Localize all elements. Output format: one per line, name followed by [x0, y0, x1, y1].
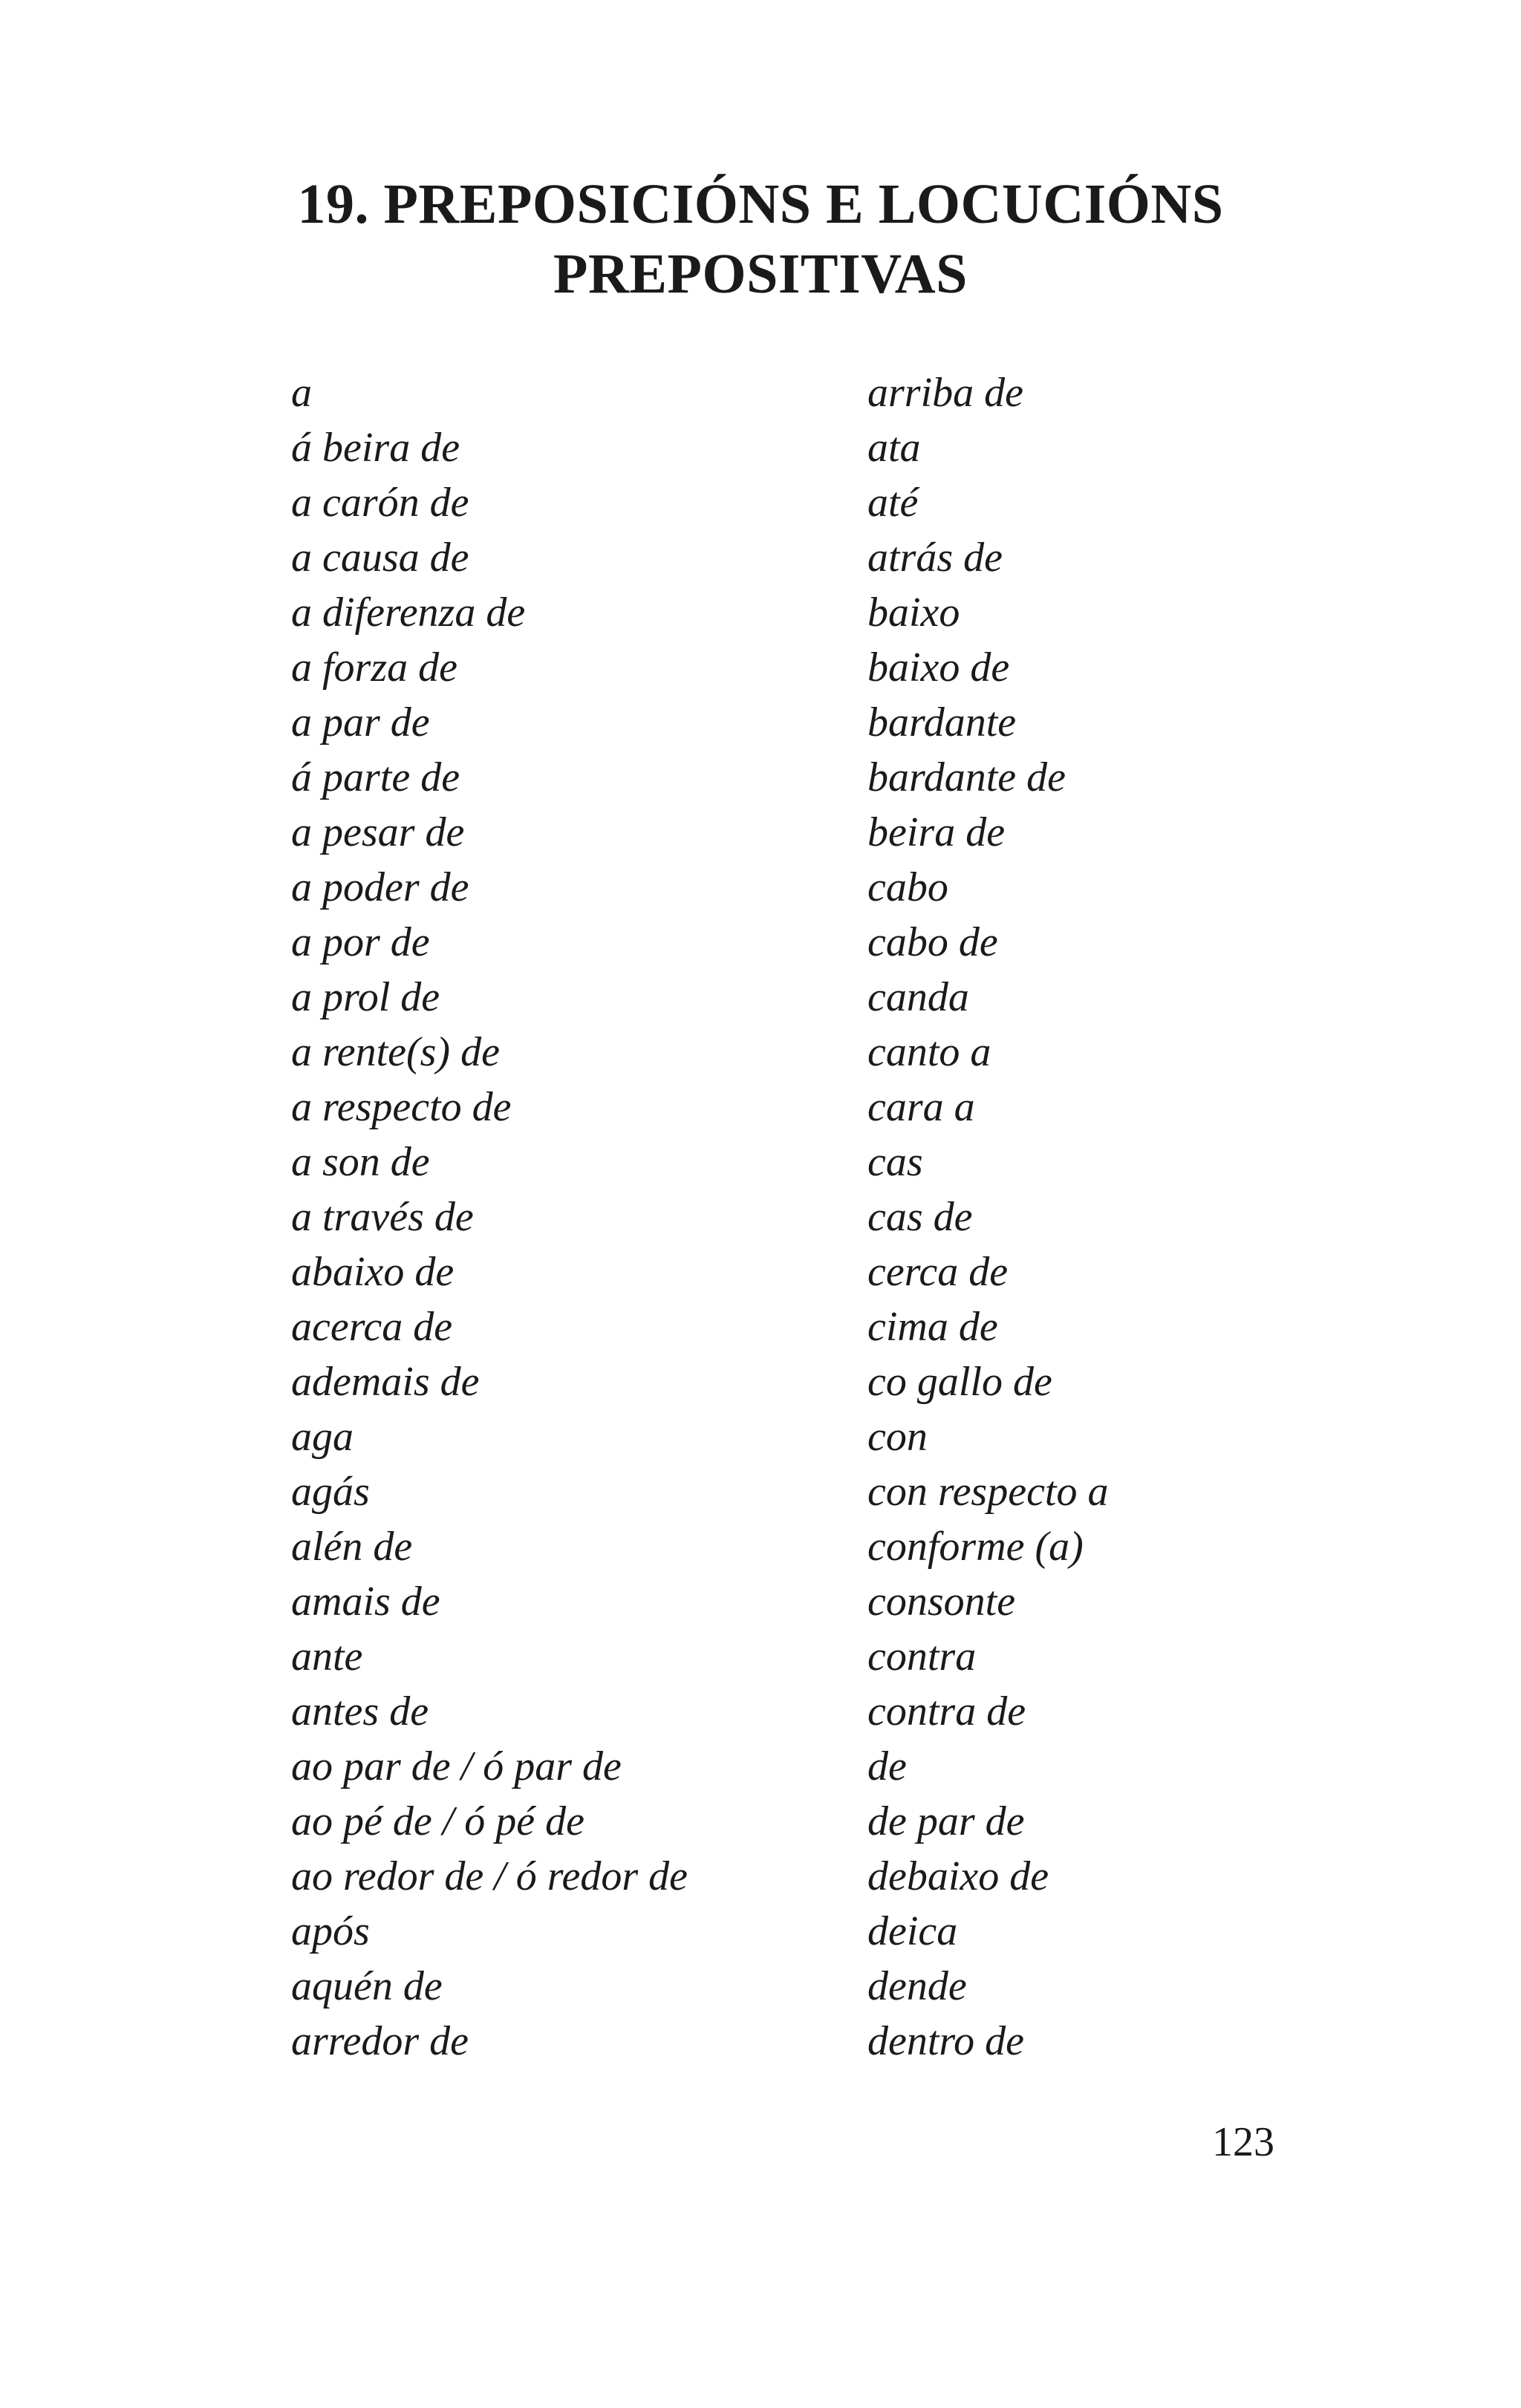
- list-item: aquén de: [291, 1963, 443, 2009]
- list-item: a pesar de: [291, 809, 465, 855]
- list-item: a diferenza de: [291, 590, 526, 636]
- list-item: amais de: [291, 1579, 440, 1625]
- list-item: abaixo de: [291, 1249, 455, 1295]
- list-item: arriba de: [867, 370, 1023, 416]
- list-item: ao redor de / ó redor de: [291, 1853, 688, 1899]
- list-item: co gallo de: [867, 1359, 1052, 1405]
- list-item: á beira de: [291, 425, 460, 471]
- list-item: a rente(s) de: [291, 1029, 500, 1075]
- list-item: aga: [291, 1414, 354, 1460]
- list-item: a son de: [291, 1139, 430, 1185]
- list-item: a causa de: [291, 535, 469, 581]
- list-item: a: [291, 370, 312, 416]
- page-title-line-1: 19. PREPOSICIÓNS E LOCUCIÓNS: [297, 173, 1224, 235]
- list-item: a prol de: [291, 974, 440, 1020]
- list-item: conforme (a): [867, 1524, 1084, 1570]
- list-item: beira de: [867, 809, 1006, 855]
- page-title: [0, 169, 1521, 309]
- list-item: cas de: [867, 1194, 973, 1240]
- list-item: cerca de: [867, 1249, 1009, 1295]
- list-item: cara a: [867, 1084, 975, 1130]
- list-item: ata: [867, 425, 921, 471]
- list-item: cima de: [867, 1304, 998, 1350]
- list-item: de par de: [867, 1798, 1025, 1844]
- list-item: a carón de: [291, 480, 469, 526]
- list-item: dende: [867, 1963, 967, 2009]
- list-item: de: [867, 1743, 907, 1789]
- left-column-list: [291, 365, 688, 2069]
- list-item: atrás de: [867, 535, 1003, 581]
- list-item: ao par de / ó par de: [291, 1743, 622, 1789]
- list-item: canda: [867, 974, 969, 1020]
- list-item: contra: [867, 1634, 977, 1680]
- page-title-line-2: PREPOSITIVAS: [553, 243, 968, 305]
- list-item: ademais de: [291, 1359, 480, 1405]
- list-item: alén de: [291, 1524, 413, 1570]
- list-item: a par de: [291, 699, 430, 745]
- list-item: cas: [867, 1139, 923, 1185]
- list-item: baixo: [867, 590, 960, 636]
- list-item: á parte de: [291, 754, 460, 800]
- list-item: baixo de: [867, 645, 1010, 691]
- list-item: ante: [291, 1634, 363, 1680]
- list-item: cabo de: [867, 919, 998, 965]
- list-item: a través de: [291, 1194, 474, 1240]
- list-item: agás: [291, 1469, 370, 1515]
- list-item: contra de: [867, 1688, 1026, 1735]
- list-item: arredor de: [291, 2018, 469, 2064]
- list-item: a por de: [291, 919, 430, 965]
- list-item: bardante de: [867, 754, 1066, 800]
- list-item: con respecto a: [867, 1469, 1109, 1515]
- list-item: a forza de: [291, 645, 457, 691]
- page-number: 123: [1212, 2119, 1274, 2165]
- list-item: cabo: [867, 864, 948, 910]
- list-item: a poder de: [291, 864, 469, 910]
- list-item: debaixo de: [867, 1853, 1049, 1899]
- list-item: deica: [867, 1908, 958, 1954]
- list-item: consonte: [867, 1579, 1016, 1625]
- list-item: bardante: [867, 699, 1017, 745]
- right-column-list: [867, 365, 1109, 2069]
- list-item: acerca de: [291, 1304, 453, 1350]
- list-item: a respecto de: [291, 1084, 512, 1130]
- list-item: canto a: [867, 1029, 991, 1075]
- list-item: até: [867, 480, 919, 526]
- list-item: antes de: [291, 1688, 429, 1735]
- list-item: ao pé de / ó pé de: [291, 1798, 584, 1844]
- list-item: após: [291, 1908, 370, 1954]
- list-item: dentro de: [867, 2018, 1024, 2064]
- list-item: con: [867, 1414, 928, 1460]
